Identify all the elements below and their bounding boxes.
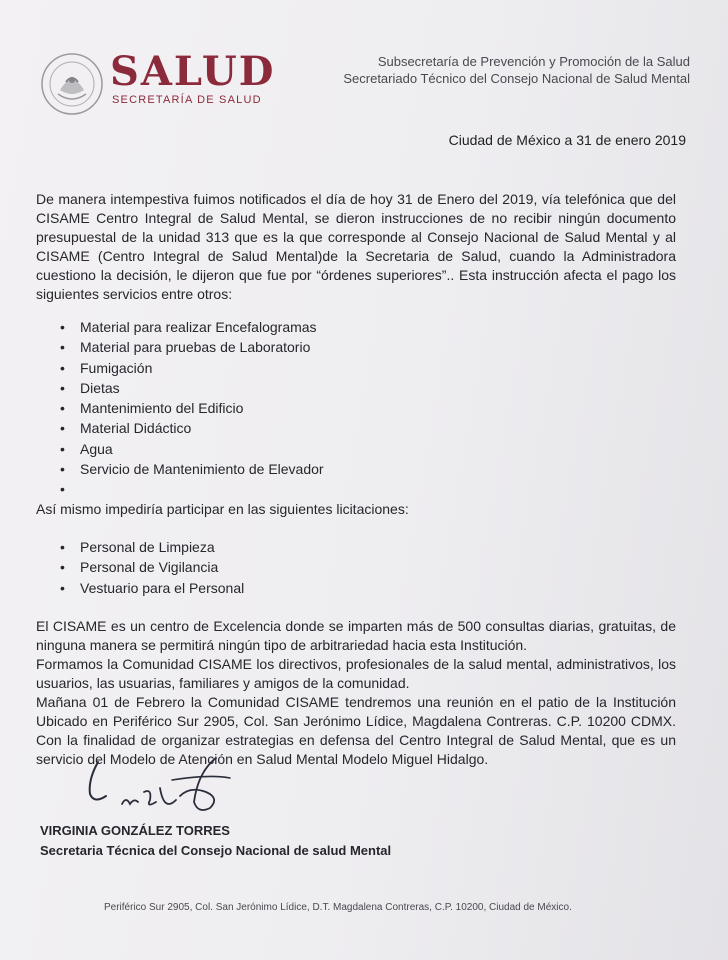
closing-paragraph-community: Formamos la Comunidad CISAME los directivos, profesionales de la salud mental, administrativos, los usuarios, las usuarias, familiares y amigos de la comunidad. xyxy=(36,656,676,691)
closing-paragraph-excellence: El CISAME es un centro de Excelencia donde se imparten más de 500 consultas diarias, gratuitas, de ninguna manera se permitirá ningún tipo de arbitrariedad hacia esta Institución. xyxy=(36,618,676,653)
affected-services-list xyxy=(60,317,324,500)
list-item: • Material para pruebas de Laboratorio xyxy=(60,339,311,356)
list-item: • Personal de Limpieza xyxy=(60,539,215,555)
paragraph-notification: De manera intempestiva fuimos notificados el día de hoy 31 de Enero del 2019, vía telefónica que del CISAME Centro Integral de Salud Mental, se dieron instrucciones de no recibir ningún documento presupuestal de la unidad 313 que es la que corresponde al Consejo Nacional de Salud Mental y al CISAME (Centro Integral de Salud Mental)de la Secretaria de Salud, cuando la Administradora cuestiono la decisión, le dijeron que fue por “órdenes superiores”.. Esta instrucción afecta el pago los siguientes servicios entre otros: xyxy=(36,191,676,302)
list-item: • Personal de Vigilancia xyxy=(60,559,219,576)
department-line-2: Secretariado Técnico del Consejo Nacional de Salud Mental xyxy=(343,71,690,86)
closing-paragraph-meeting: Mañana 01 de Febrero la Comunidad CISAME tendremos una reunión en el patio de la Institución Ubicado en Periférico Sur 2905, Col. San Jerónimo Lídice, Magdalena Contreras. C.P. 10200 CDMX. Con la finalidad de organizar estrategias en defensa del Centro Integral de Salud Mental, que es un servicio del Modelo de Atención en Salud Mental Modelo Miguel Hidalgo. xyxy=(36,694,676,767)
list-item: • Mantenimiento del Edificio xyxy=(60,400,244,417)
bullet: • xyxy=(60,400,65,417)
tenders-list xyxy=(60,537,244,598)
brand-subtitle: SECRETARÍA DE SALUD xyxy=(112,94,262,106)
list-item: • Material Didáctico xyxy=(60,420,192,437)
bullet: • xyxy=(60,559,65,576)
list-item: • Material para realizar Encefalogramas xyxy=(60,319,317,335)
list-item: • Fumigación xyxy=(60,359,153,376)
bullet: • xyxy=(60,379,65,396)
letterhead-department xyxy=(343,53,690,87)
bullet: • xyxy=(60,579,65,596)
list-item: • Servicio de Mantenimiento de Elevador xyxy=(60,461,324,478)
department-line-1: Subsecretaría de Prevención y Promoción de la Salud xyxy=(377,54,690,69)
bullet: • xyxy=(60,539,65,555)
list-item xyxy=(60,479,324,499)
list-item: • Dietas xyxy=(60,379,120,396)
signatory-title: Secretaria Técnica del Consejo Nacional de salud Mental xyxy=(40,843,392,858)
bullet: • xyxy=(60,339,65,356)
letter-date: Ciudad de México a 31 de enero 2019 xyxy=(448,132,686,148)
closing-paragraphs xyxy=(36,617,676,769)
bullet: • xyxy=(60,359,65,376)
paragraph-tenders-intro: Así mismo impediría participar en las siguientes licitaciones: xyxy=(36,501,409,517)
letterhead-footer-address: Periférico Sur 2905, Col. San Jerónimo Lídice, D.T. Magdalena Contreras, C.P. 10200, Ciudad de México. xyxy=(104,902,572,913)
bullet: • xyxy=(60,440,65,457)
bullet: • xyxy=(60,420,65,437)
list-item: • Agua xyxy=(60,440,113,457)
brand-wordmark: SALUD xyxy=(110,48,276,95)
bullet: • xyxy=(60,319,65,335)
bullet: • xyxy=(60,481,65,498)
bullet: • xyxy=(60,461,65,478)
list-item: • Vestuario para el Personal xyxy=(60,579,245,596)
salud-logo xyxy=(36,44,276,114)
signatory-name: VIRGINIA GONZÁLEZ TORRES xyxy=(40,823,230,838)
national-seal-icon xyxy=(40,52,104,116)
handwritten-signature xyxy=(60,752,250,824)
